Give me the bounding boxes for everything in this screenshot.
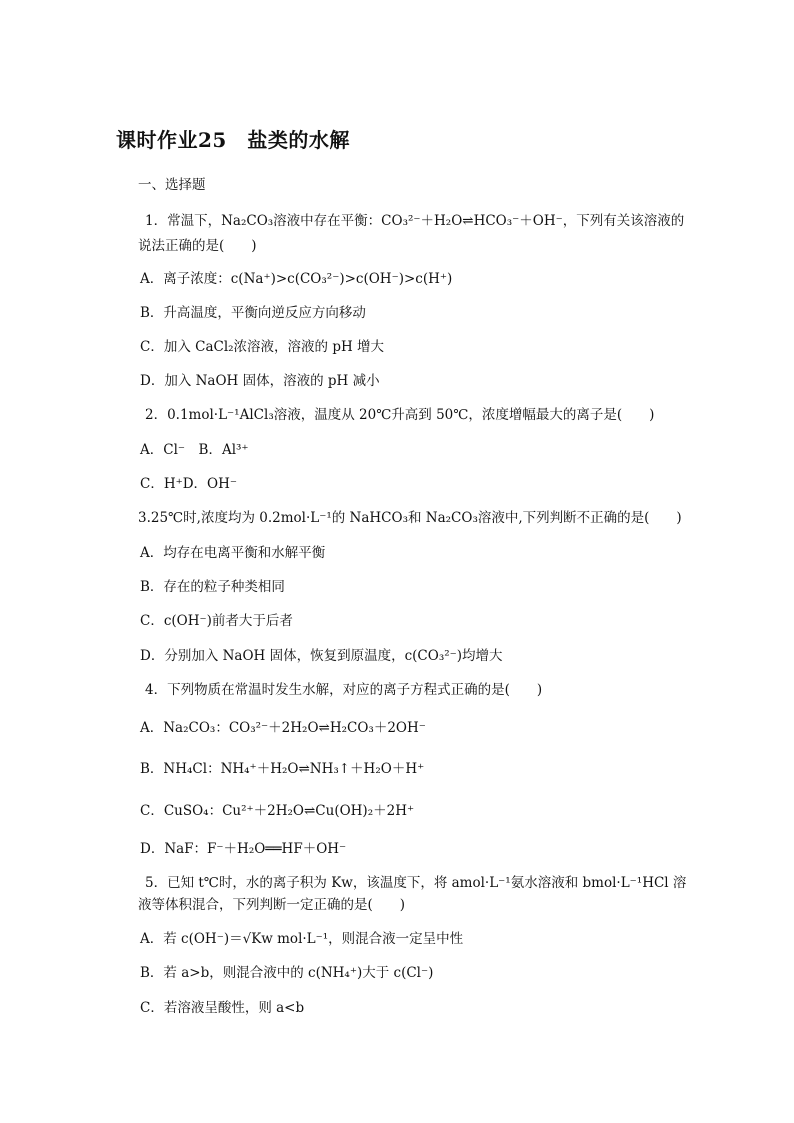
question-4-stem: 4．下列物质在常温时发生水解，对应的离子方程式正确的是( ) [145, 682, 543, 698]
question-2-options-cd: C．H⁺D．OH⁻ [140, 476, 238, 492]
question-2-options-ab: A．Cl⁻ B．Al³⁺ [140, 442, 249, 458]
question-3-stem: 3.25℃时,浓度均为 0.2mol·L⁻¹的 NaHCO₃和 Na₂CO₃溶液中,下列判断不正确的是( ) [138, 510, 682, 526]
question-1-option-d: D．加入 NaOH 固体，溶液的 pH 减小 [140, 373, 380, 389]
question-3-option-a: A．均存在电离平衡和水解平衡 [140, 545, 326, 561]
question-1-option-b: B．升高温度，平衡向逆反应方向移动 [140, 305, 366, 321]
section-heading: 一、选择题 [138, 177, 206, 193]
question-2-stem: 2．0.1mol·L⁻¹AlCl₃溶液，温度从 20℃升高到 50℃，浓度增幅最大的离子是( ) [145, 407, 655, 423]
question-5-stem-cont: 液等体积混合，下列判断一定正确的是( ) [138, 897, 406, 913]
question-4-option-c: C．CuSO₄：Cu²⁺＋2H₂O⇌Cu(OH)₂＋2H⁺ [140, 803, 415, 819]
question-5-option-c: C．若溶液呈酸性，则 a<b [140, 1000, 305, 1016]
question-5-option-b: B．若 a>b，则混合液中的 c(NH₄⁺)大于 c(Cl⁻) [140, 965, 434, 981]
question-4-option-b: B．NH₄Cl：NH₄⁺＋H₂O⇌NH₃↑＋H₂O＋H⁺ [140, 761, 425, 777]
question-1-stem: 1．常温下，Na₂CO₃溶液中存在平衡：CO₃²⁻＋H₂O⇌HCO₃⁻＋OH⁻，下列有关该溶液的 [145, 213, 685, 229]
page-title: 课时作业25 盐类的水解 [116, 128, 350, 152]
question-4-option-a: A．Na₂CO₃：CO₃²⁻＋2H₂O⇌H₂CO₃＋2OH⁻ [140, 720, 426, 736]
question-3-option-d: D．分别加入 NaOH 固体，恢复到原温度，c(CO₃²⁻)均增大 [140, 648, 503, 664]
question-5-stem: 5．已知 t℃时，水的离子积为 Kw，该温度下，将 amol·L⁻¹氨水溶液和 bmol·L⁻¹HCl 溶 [145, 875, 687, 891]
question-3-option-c: C．c(OH⁻)前者大于后者 [140, 613, 293, 629]
question-5-option-a: A．若 c(OH⁻)＝√Kw mol·L⁻¹，则混合液一定呈中性 [140, 931, 464, 947]
question-4-option-d: D．NaF：F⁻＋H₂O══HF＋OH⁻ [140, 841, 347, 857]
question-3-option-b: B．存在的粒子种类相同 [140, 579, 285, 595]
question-1-option-c: C．加入 CaCl₂浓溶液，溶液的 pH 增大 [140, 339, 385, 355]
question-1-option-a: A．离子浓度：c(Na⁺)>c(CO₃²⁻)>c(OH⁻)>c(H⁺) [140, 271, 453, 287]
question-1-stem-cont: 说法正确的是( ) [138, 238, 257, 254]
